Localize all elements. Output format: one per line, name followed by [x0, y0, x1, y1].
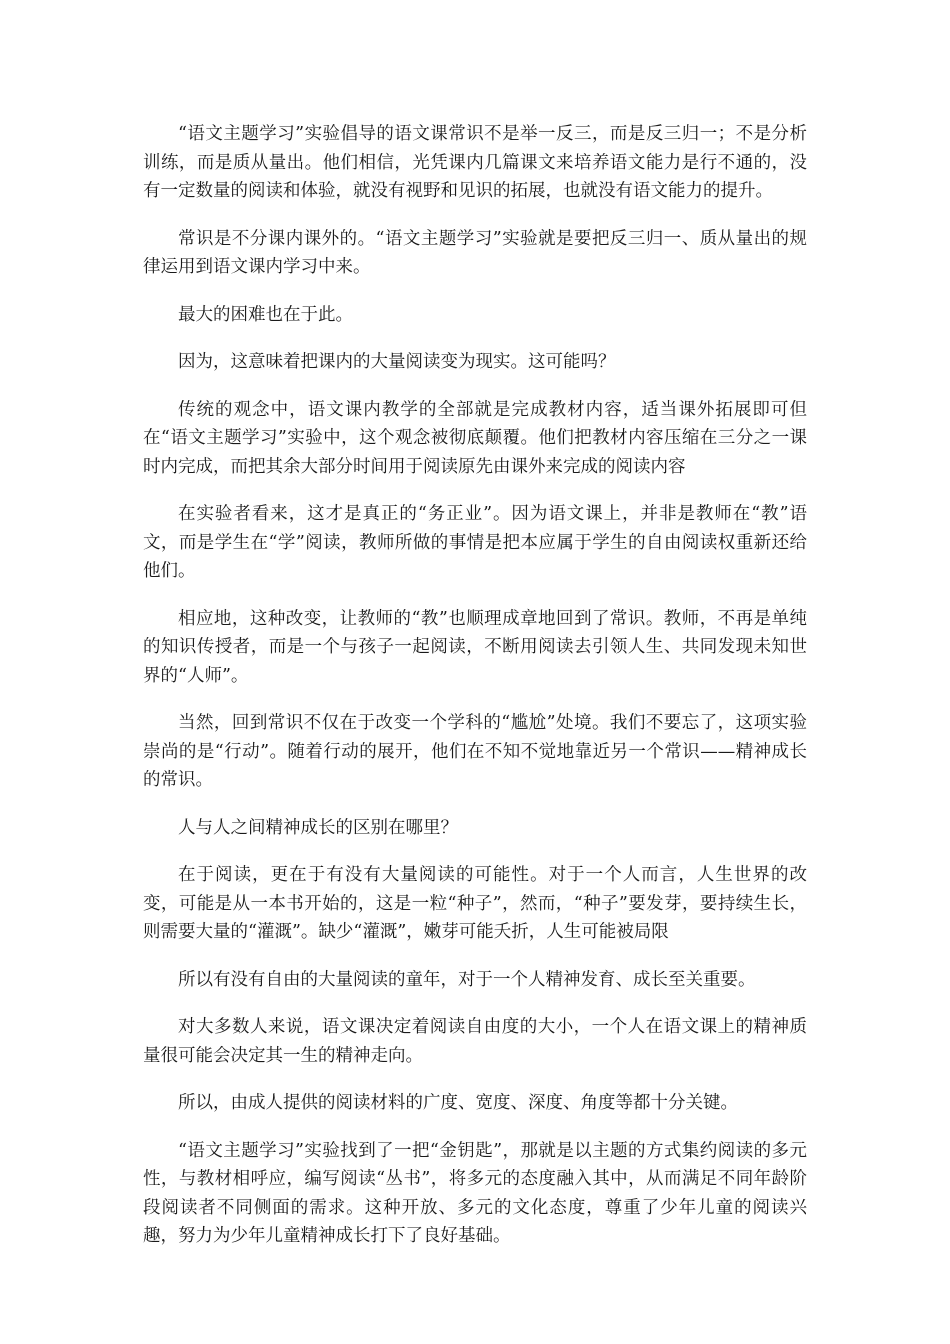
paragraph: 人与人之间精神成长的区别在哪里？ — [178, 817, 458, 838]
paragraph: 相应地，这种改变，让教师的“教”也顺理成章地回到了常识。教师，不再是单纯的知识传授者，而是一个与孩子一起阅读，不断用阅读去引领人生、共同发现未知世界的“人师”。 — [143, 608, 807, 686]
paragraph: “语文主题学习”实验倡导的语文课常识不是举一反三，而是反三归一；不是分析训练，而是质从量出。他们相信，光凭课内几篇课文来培养语文能力是行不通的，没有一定数量的阅读和体验，就没有视野和见识的拓展，也就没有语文能力的提升。 — [143, 124, 807, 201]
paragraph: “语文主题学习”实验找到了一把“金钥匙”，那就是以主题的方式集约阅读的多元性，与教材相呼应，编写阅读“丛书”，将多元的态度融入其中，从而满足不同年龄阶段阅读者不同侧面的需求。这种开放、多元的文化态度，尊重了少年儿童的阅读兴趣，努力为少年儿童精神成长打下了良好基础。 — [143, 1140, 807, 1246]
paragraph: 所以有没有自由的大量阅读的童年，对于一个人精神发育、成长至关重要。 — [178, 969, 756, 990]
paragraph: 最大的困难也在于此。 — [178, 304, 353, 325]
paragraph: 当然，回到常识不仅在于改变一个学科的“尴尬”处境。我们不要忘了，这项实验崇尚的是“行动”。随着行动的展开，他们在不知不觉地靠近另一个常识——精神成长的常识。 — [143, 713, 807, 790]
document-body — [143, 120, 807, 1270]
paragraph: 在于阅读，更在于有没有大量阅读的可能性。对于一个人而言，人生世界的改变，可能是从一本书开始的，这是一粒“种子”，然而，“种子”要发芽，要持续生长，则需要大量的“灌溉”。缺少“灌溉”，嫩芽可能夭折，人生可能被局限 — [143, 865, 807, 942]
paragraph: 传统的观念中，语文课内教学的全部就是完成教材内容，适当课外拓展即可但在“语文主题学习”实验中，这个观念被彻底颠覆。他们把教材内容压缩在三分之一课时内完成，而把其余大部分时间用于阅读原先由课外来完成的阅读内容 — [143, 399, 807, 477]
paragraph: 所以，由成人提供的阅读材料的广度、宽度、深度、角度等都十分关键。 — [178, 1093, 738, 1113]
paragraph: 因为，这意味着把课内的大量阅读变为现实。这可能吗？ — [178, 352, 616, 372]
paragraph: 对大多数人来说，语文课决定着阅读自由度的大小，一个人在语文课上的精神质量很可能会决定其一生的精神走向。 — [143, 1017, 807, 1066]
paragraph: 在实验者看来，这才是真正的“务正业”。因为语文课上，并非是教师在“教”语文，而是学生在“学”阅读，教师所做的事情是把本应属于学生的自由阅读权重新还给他们。 — [143, 504, 807, 581]
paragraph: 常识是不分课内课外的。“语文主题学习”实验就是要把反三归一、质从量出的规律运用到语文课内学习中来。 — [143, 228, 807, 277]
